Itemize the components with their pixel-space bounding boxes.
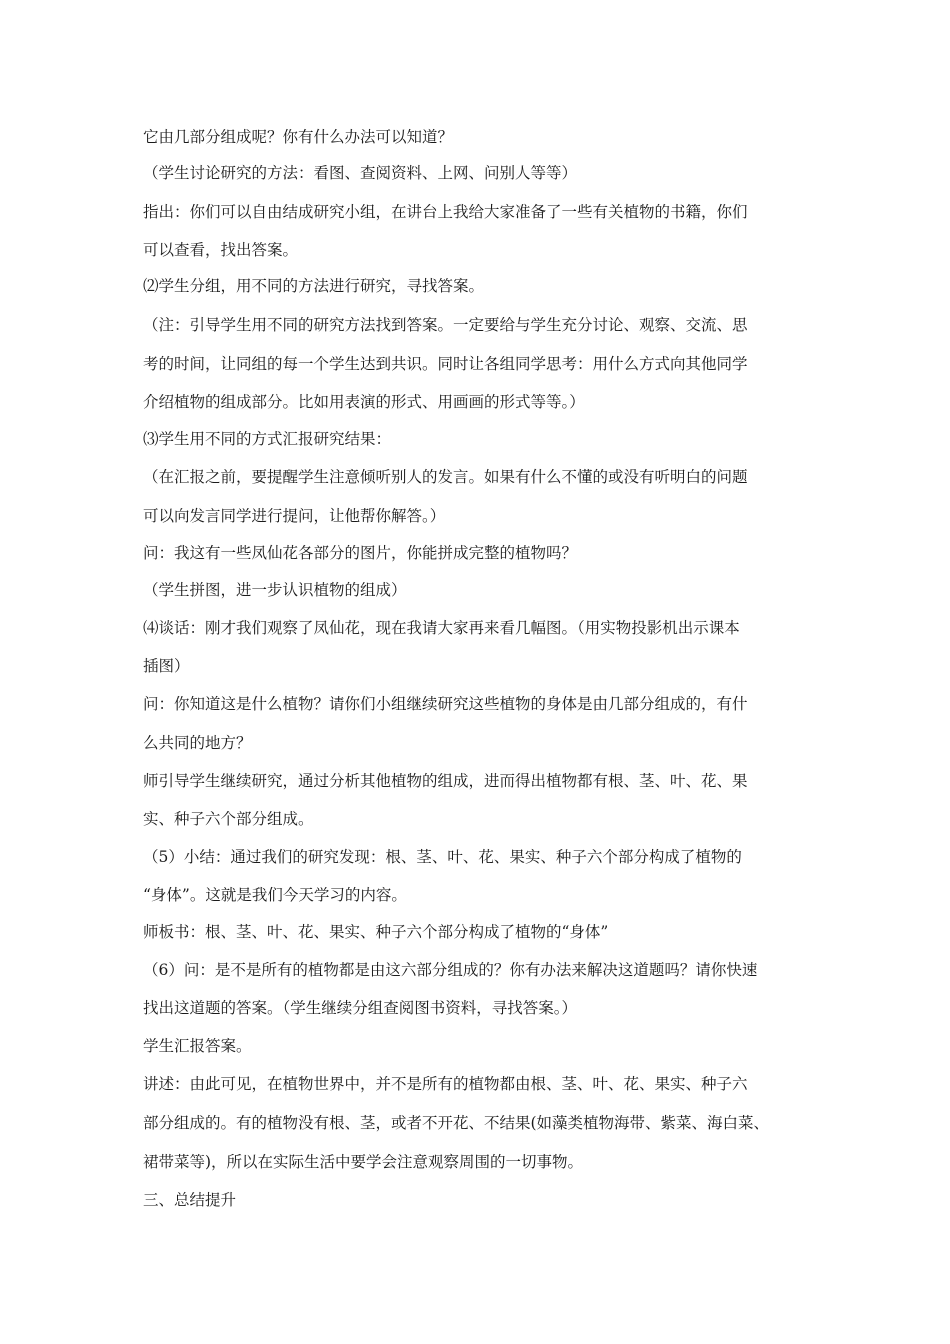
text-line: ⑷谈话：刚才我们观察了凤仙花，现在我请大家再来看几幅图。（用实物投影机出示课本: [143, 619, 740, 637]
text-line: 指出：你们可以自由结成研究小组，在讲台上我给大家准备了一些有关植物的书籍，你们: [143, 203, 748, 221]
text-line: ⑶学生用不同的方式汇报研究结果：: [143, 430, 392, 448]
text-line: 实、种子六个部分组成。: [143, 810, 314, 828]
text-line: 可以向发言同学进行提问，让他帮你解答。）: [143, 507, 446, 525]
text-line: （在汇报之前，要提醒学生注意倾听别人的发言。如果有什么不懂的或没有听明白的问题: [143, 468, 748, 486]
text-line: “身体”。这就是我们今天学习的内容。: [143, 886, 407, 904]
text-line: 裙带菜等)，所以在实际生活中要学会注意观察周围的一切事物。: [143, 1153, 584, 1171]
text-line: 部分组成的。有的植物没有根、茎，或者不开花、不结果(如藻类植物海带、紫菜、海白菜、: [143, 1114, 770, 1132]
text-line: 插图）: [143, 657, 190, 675]
section-heading: 三、总结提升: [143, 1191, 237, 1209]
text-line: 问：你知道这是什么植物？请你们小组继续研究这些植物的身体是由几部分组成的，有什: [143, 695, 748, 713]
text-line: 师引导学生继续研究，通过分析其他植物的组成，进而得出植物都有根、茎、叶、花、果: [143, 772, 748, 790]
text-line: 介绍植物的组成部分。比如用表演的形式、用画画的形式等等。）: [143, 393, 585, 411]
text-line: 问：我这有一些凤仙花各部分的图片，你能拼成完整的植物吗？: [143, 544, 578, 562]
text-line: ⑵学生分组，用不同的方法进行研究，寻找答案。: [143, 277, 485, 295]
text-line: （注：引导学生用不同的研究方法找到答案。一定要给与学生充分讨论、观察、交流、思: [143, 316, 748, 334]
text-line: 讲述：由此可见，在植物世界中，并不是所有的植物都由根、茎、叶、花、果实、种子六: [143, 1075, 748, 1093]
text-line: 考的时间，让同组的每一个学生达到共识。同时让各组同学思考：用什么方式向其他同学: [143, 355, 748, 373]
text-line: （6）问：是不是所有的植物都是由这六部分组成的？你有办法来解决这道题吗？请你快速: [143, 961, 758, 979]
text-line: 么共同的地方？: [143, 734, 252, 752]
text-line: （5）小结：通过我们的研究发现：根、茎、叶、花、果实、种子六个部分构成了植物的: [143, 848, 742, 866]
text-line: （学生讨论研究的方法：看图、查阅资料、上网、问别人等等）: [143, 164, 578, 182]
text-line: 学生汇报答案。: [143, 1037, 252, 1055]
text-line: 可以查看，找出答案。: [143, 241, 299, 259]
text-line: （学生拼图，进一步认识植物的组成）: [143, 581, 407, 599]
text-line: 找出这道题的答案。（学生继续分组查阅图书资料，寻找答案。）: [143, 999, 578, 1017]
text-line: 师板书：根、茎、叶、花、果实、种子六个部分构成了植物的“身体”: [143, 923, 609, 941]
text-line: 它由几部分组成呢？你有什么办法可以知道？: [143, 128, 454, 146]
